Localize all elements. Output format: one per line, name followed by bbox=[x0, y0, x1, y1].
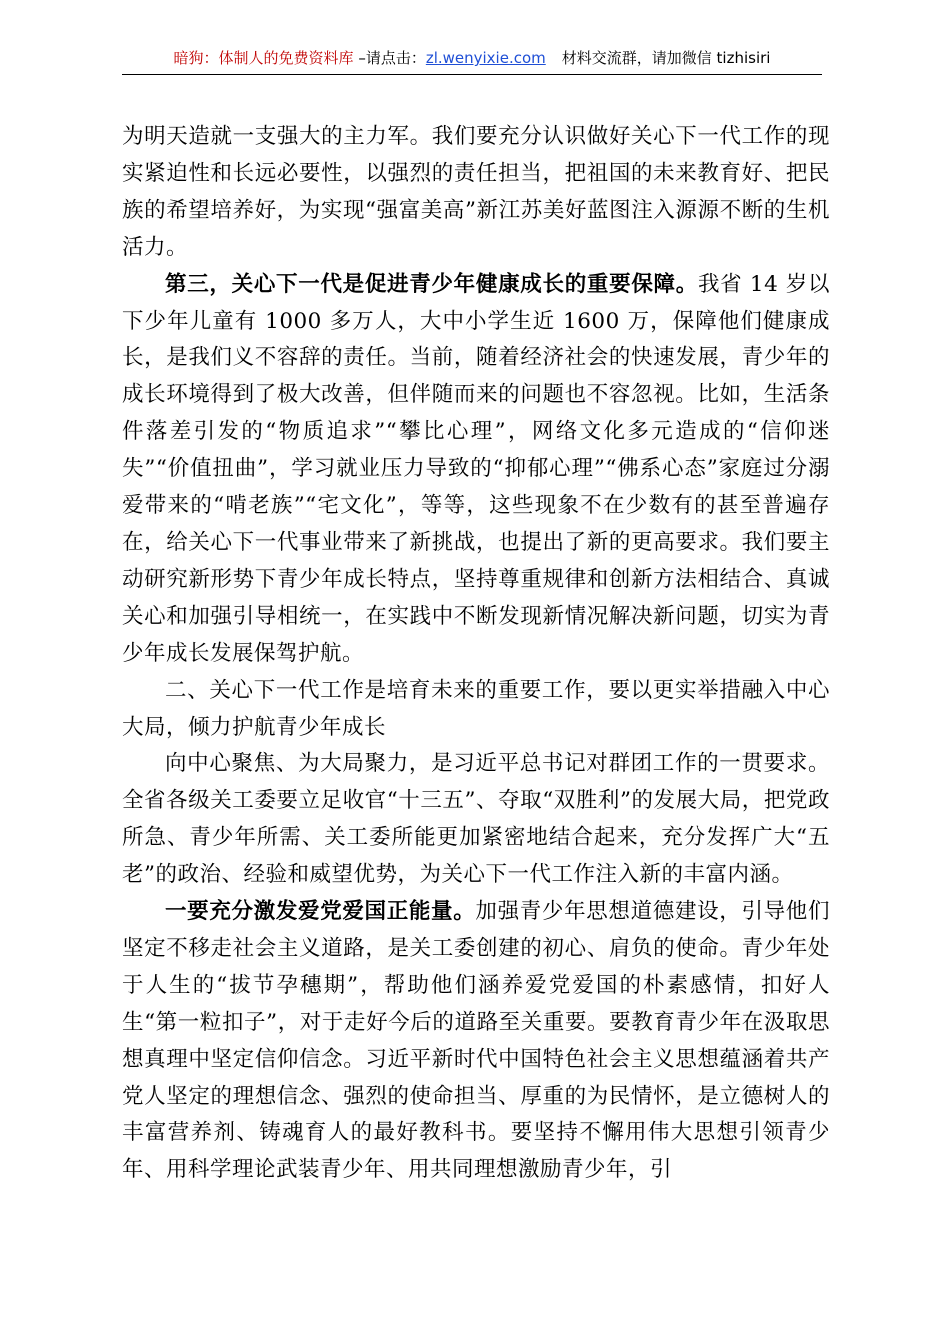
paragraph-5 bbox=[122, 894, 830, 1189]
header-link[interactable]: zl.wenyixie.com bbox=[425, 49, 546, 67]
paragraph-4 bbox=[122, 746, 830, 894]
section-heading-2-text: 二、关心下一代工作是培育未来的重要工作，要以更实举措融入中心大局，倾力护航青少年成长 bbox=[122, 677, 830, 740]
paragraph-1-text: 为明天造就一支强大的主力军。我们要充分认识做好关心下一代工作的现实紧迫性和长远必要性，以强烈的责任担当，把祖国的未来教育好、把民族的希望培养好，为实现“强富美高”新江苏美好蓝图注入源源不断的生机活力。 bbox=[122, 124, 830, 260]
paragraph-5-heading: 一要充分激发爱党爱国正能量。 bbox=[165, 899, 476, 925]
header-brand: 暗狗：体制人的免费资料库 bbox=[173, 49, 354, 67]
paragraph-5-text: 加强青少年思想道德建设，引导他们坚定不移走社会主义道路，是关工委创建的初心、肩负的使命。青少年处于人生的“拔节孕穗期”，帮助他们涵养爱党爱国的朴素感情，扣好人生“第一粒扣子”，对于走好今后的道路至关重要。要教育青少年在汲取思想真理中坚定信仰信念。习近平新时代中国特色社会主义思想蕴涵着共产党人坚定的理想信念、强烈的使命担当、厚重的为民情怀，是立德树人的丰富营养剂、铸魂育人的最好教科书。要坚持不懈用伟大思想引领青少年、用科学理论武装青少年、用共同理想激励青少年，引 bbox=[122, 899, 830, 1183]
header-prompt: –请点击： bbox=[353, 49, 426, 67]
paragraph-1 bbox=[122, 119, 830, 267]
paragraph-4-text: 向中心聚焦、为大局聚力，是习近平总书记对群团工作的一贯要求。全省各级关工委要立足收官“十三五”、夺取“双胜利”的发展大局，把党政所急、青少年所需、关工委所能更加紧密地结合起来，充分发挥广大“五老”的政治、经验和威望优势，为关心下一代工作注入新的丰富内涵。 bbox=[122, 751, 830, 888]
page-header bbox=[122, 44, 822, 75]
header-group-info: 材料交流群，请加微信 tizhisiri bbox=[561, 49, 771, 67]
document-body bbox=[122, 119, 830, 1189]
paragraph-2 bbox=[122, 267, 830, 673]
section-heading-2 bbox=[122, 673, 830, 747]
paragraph-2-text: 我省 14 岁以下少年儿童有 1000 多万人，大中小学生近 1600 万，保障他们健康成长，是我们义不容辞的责任。当前，随着经济社会的快速发展，青少年的成长环境得到了极大改善，但伴随而来的问题也不容忽视。比如，生活条件落差引发的“物质追求”“攀比心理”，网络文化多元造成的“信仰迷失”“价值扭曲”，学习就业压力导致的“抑郁心理”“佛系心态”家庭过分溺爱带来的“啃老族”“宅文化”，等等，这些现象不在少数有的甚至普遍存在，给关心下一代事业带来了新挑战，也提出了新的更高要求。我们要主动研究新形势下青少年成长特点，坚持尊重规律和创新方法相结合、真诚关心和加强引导相统一，在实践中不断发现新情况解决新问题，切实为青少年成长发展保驾护航。 bbox=[122, 271, 830, 666]
paragraph-2-heading: 第三，关心下一代是促进青少年健康成长的重要保障。 bbox=[165, 271, 698, 297]
